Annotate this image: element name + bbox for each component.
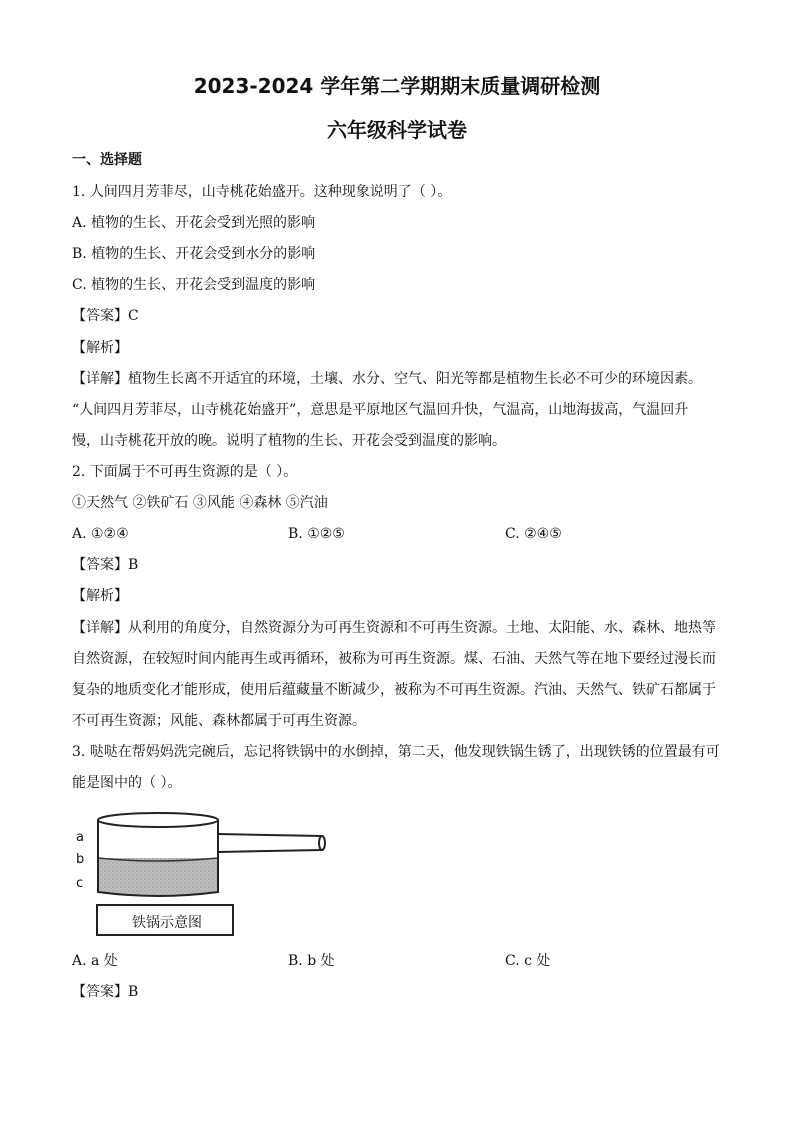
- label-c: c: [76, 876, 84, 891]
- iron-pot-drawing: [72, 806, 332, 906]
- handle-end: [319, 836, 325, 850]
- pot-rim: [98, 813, 218, 827]
- q2-detail-line-3: 复杂的地质变化才能形成，使用后蕴藏量不断减少，被称为不可再生资源。汽油、天然气、铁矿石都属于: [72, 682, 716, 698]
- q1-detail-line-1: [72, 370, 702, 388]
- figure-caption: 铁锅示意图: [132, 915, 202, 931]
- q1-option-a: A. 植物的生长、开花会受到光照的影响: [72, 215, 316, 231]
- q3-stem-line-2: 能是图中的（ ）。: [72, 775, 182, 791]
- q2-option-c: C. ②④⑤: [505, 526, 562, 542]
- q1-detail-text-1: 植物生长离不开适宜的环境，土壤、水分、空气、阳光等都是植物生长必不可少的环境因素。: [128, 371, 702, 387]
- answer-tag: 【答案】: [72, 557, 128, 573]
- water-fill: [98, 858, 218, 895]
- answer-tag: 【答案】: [72, 984, 128, 1000]
- q2-answer: [72, 556, 138, 574]
- q3-stem-line-1: 3. 哒哒在帮妈妈洗完碗后，忘记将铁锅中的水倒掉，第二天，他发现铁锅生锈了，出现铁锈的位置最有可: [72, 744, 720, 760]
- q1-analysis-tag: 【解析】: [72, 340, 128, 356]
- figure-caption-box: [96, 904, 234, 936]
- q1-stem: 1. 人间四月芳菲尽，山寺桃花始盛开。这种现象说明了（ ）。: [72, 184, 452, 200]
- q1-detail-line-3: 慢，山寺桃花开放的晚。说明了植物的生长、开花会受到温度的影响。: [72, 433, 506, 449]
- q3-answer: [72, 983, 138, 1001]
- exam-title: 2023-2024 学年第二学期期末质量调研检测: [193, 74, 601, 98]
- q1-option-c: C. 植物的生长、开花会受到温度的影响: [72, 277, 316, 293]
- iron-pot-figure: [72, 806, 332, 942]
- q2-detail-line-4: 不可再生资源；风能、森林都属于可再生资源。: [72, 713, 366, 729]
- q1-answer: [72, 307, 139, 325]
- q3-option-b: B. b 处: [288, 953, 335, 969]
- q3-answer-value: B: [128, 984, 139, 1000]
- q1-detail-line-2: “人间四月芳菲尽，山寺桃花始盛开”，意思是平原地区气温回升快，气温高，山地海拔高，气温回升: [72, 402, 689, 418]
- label-b: b: [76, 852, 85, 867]
- detail-tag: 【详解】: [72, 620, 128, 636]
- q2-option-a: A. ①②④: [72, 526, 129, 542]
- q3-option-a: A. a 处: [72, 953, 118, 969]
- q2-detail-line-1: [72, 619, 716, 637]
- section-heading: 一、选择题: [72, 152, 142, 168]
- answer-tag: 【答案】: [72, 308, 128, 324]
- q1-answer-value: C: [128, 308, 139, 324]
- detail-tag: 【详解】: [72, 371, 128, 387]
- label-a: a: [76, 830, 84, 845]
- q1-option-b: B. 植物的生长、开花会受到水分的影响: [72, 246, 316, 262]
- pot-handle: [218, 834, 322, 852]
- q2-detail-text-1: 从利用的角度分，自然资源分为可再生资源和不可再生资源。土地、太阳能、水、森林、地热等: [128, 620, 716, 636]
- q2-analysis-tag: 【解析】: [72, 588, 128, 604]
- q2-stem: 2. 下面属于不可再生资源的是（ ）。: [72, 464, 298, 480]
- q3-option-c: C. c 处: [505, 953, 551, 969]
- q2-items: ①天然气 ②铁矿石 ③风能 ④森林 ⑤汽油: [72, 495, 328, 511]
- q2-answer-value: B: [128, 557, 139, 573]
- q2-option-b: B. ①②⑤: [288, 526, 345, 542]
- q2-detail-line-2: 自然资源，在较短时间内能再生或再循环，被称为可再生资源。煤、石油、天然气等在地下要经过漫长而: [72, 651, 716, 667]
- exam-subtitle: 六年级科学试卷: [327, 118, 467, 142]
